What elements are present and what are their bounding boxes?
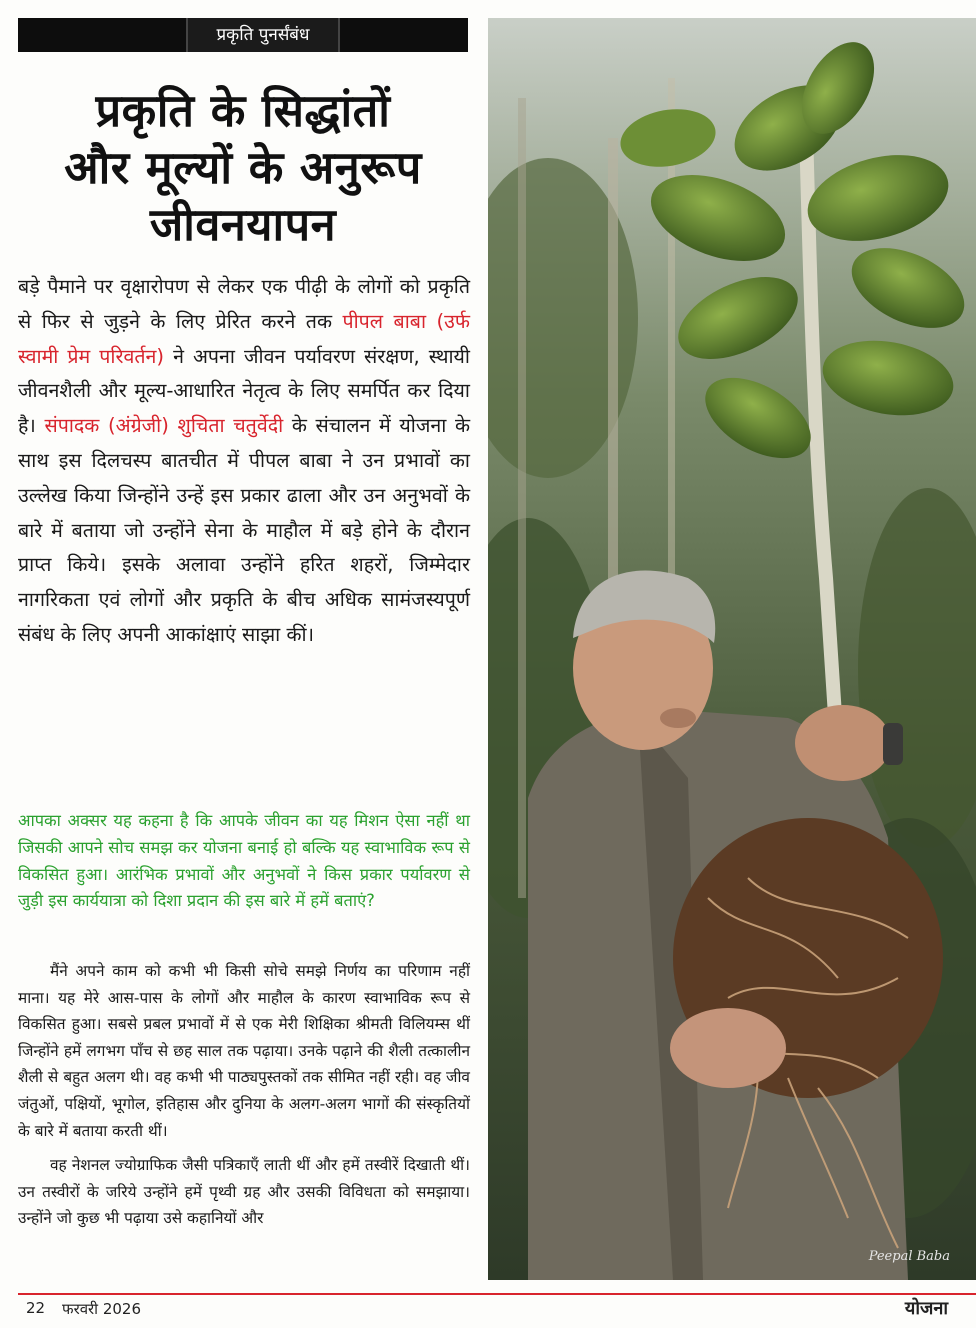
page-number: 22 [26, 1299, 46, 1317]
magazine-name: योजना [904, 1298, 948, 1319]
interview-answer [18, 958, 470, 1240]
editor-name: संपादक (अंग्रेजी) शुचिता चतुर्वेदी [44, 414, 284, 438]
lead-text-3: के संचालन में योजना के साथ इस दिलचस्प बातचीत में पीपल बाबा ने उन प्रभावों का उल्लेख किया जिन्होंने उन्हें इस प्रकार ढाला और उन अनुभवों के बारे में बताया जो उन्होंने सेना के माहौल में बड़े होने के दौरान प्राप्त किये। इसके अलावा उन्होंने हरित शहरों, जिम्मेदार नागरिकता एवं लोगों और प्रकृति के बीच अधिक सामंजस्यपूर्ण संबंध के लिए अपनी आकांक्षाएं साझा कीं। [18, 414, 470, 646]
interview-question: आपका अक्सर यह कहना है कि आपके जीवन का यह मिशन ऐसा नहीं था जिसकी आपने सोच समझ कर योजना बनाई हो बल्कि यह स्वाभाविक रूप से विकसित हुआ। आरंभिक प्रभावों और अनुभवों ने किस प्रकार पर्यावरण से जुड़ी इस कार्ययात्रा को दिशा प्रदान की इस बारे में हमें बताएं? [18, 811, 470, 911]
photo-credit: Peepal Baba [868, 1249, 950, 1264]
footer-divider [18, 1293, 976, 1295]
lead-paragraph [18, 270, 470, 653]
lead-text-1: बड़े पैमाने पर वृक्षारोपण से लेकर एक पीढ़ी के लोगों को प्रकृति से फिर से जुड़ने के लिए प्रेरित करने तक [18, 275, 470, 333]
section-label: प्रकृति पुनर्संबंध [186, 18, 340, 52]
title-line-1: प्रकृति के सिद्धांतों [95, 84, 391, 137]
answer-paragraph-1: मैंने अपने काम को कभी भी किसी सोचे समझे निर्णय का परिणाम नहीं माना। यह मेरे आस-पास के लोगों और माहौल के कारण स्वाभाविक रूप से विकसित हुआ। सबसे प्रबल प्रभावों में से एक मेरी शिक्षिका श्रीमती विलियम्स थीं जिन्होंने हमें लगभग पाँच से छह साल तक पढ़ाया। उनके पढ़ाने की शैली तत्कालीन शैली से बहुत अलग थी। वह कभी भी पाठ्यपुस्तकों तक सीमित नहीं रही। वह जीव जंतुओं, पक्षियों, भूगोल, इतिहास और दुनिया के अलग-अलग भागों की संस्कृतियों के बारे में बताया करती थीं। [18, 962, 470, 1140]
title-line-3: जीवनयापन [149, 198, 337, 251]
subject-name: पीपल बाबा (उर्फ स्वामी प्रेम परिवर्तन) [18, 309, 471, 368]
answer-paragraph-2: वह नेशनल ज्योग्राफिक जैसी पत्रिकाएँ लाती थीं और हमें तस्वीरें दिखाती थीं। उन तस्वीरों के जरिये उन्होंने हमें पृथ्वी ग्रह और उसकी विविधता को समझाया। उन्होंने जो कुछ भी पढ़ाया उसे कहानियों और [18, 1156, 470, 1228]
section-header-bar [18, 18, 468, 52]
title-line-2: और मूल्यों के अनुरूप [64, 141, 422, 194]
lead-text-2: ने अपना जीवन पर्यावरण संरक्षण, स्थायी जीवनशैली और मूल्य-आधारित नेतृत्व के लिए समर्पित कर दिया है। [18, 344, 470, 438]
article-title [18, 82, 468, 253]
issue-date: फरवरी 2026 [62, 1300, 142, 1318]
article-photo [488, 18, 976, 1280]
photo-illustration [488, 18, 976, 1280]
